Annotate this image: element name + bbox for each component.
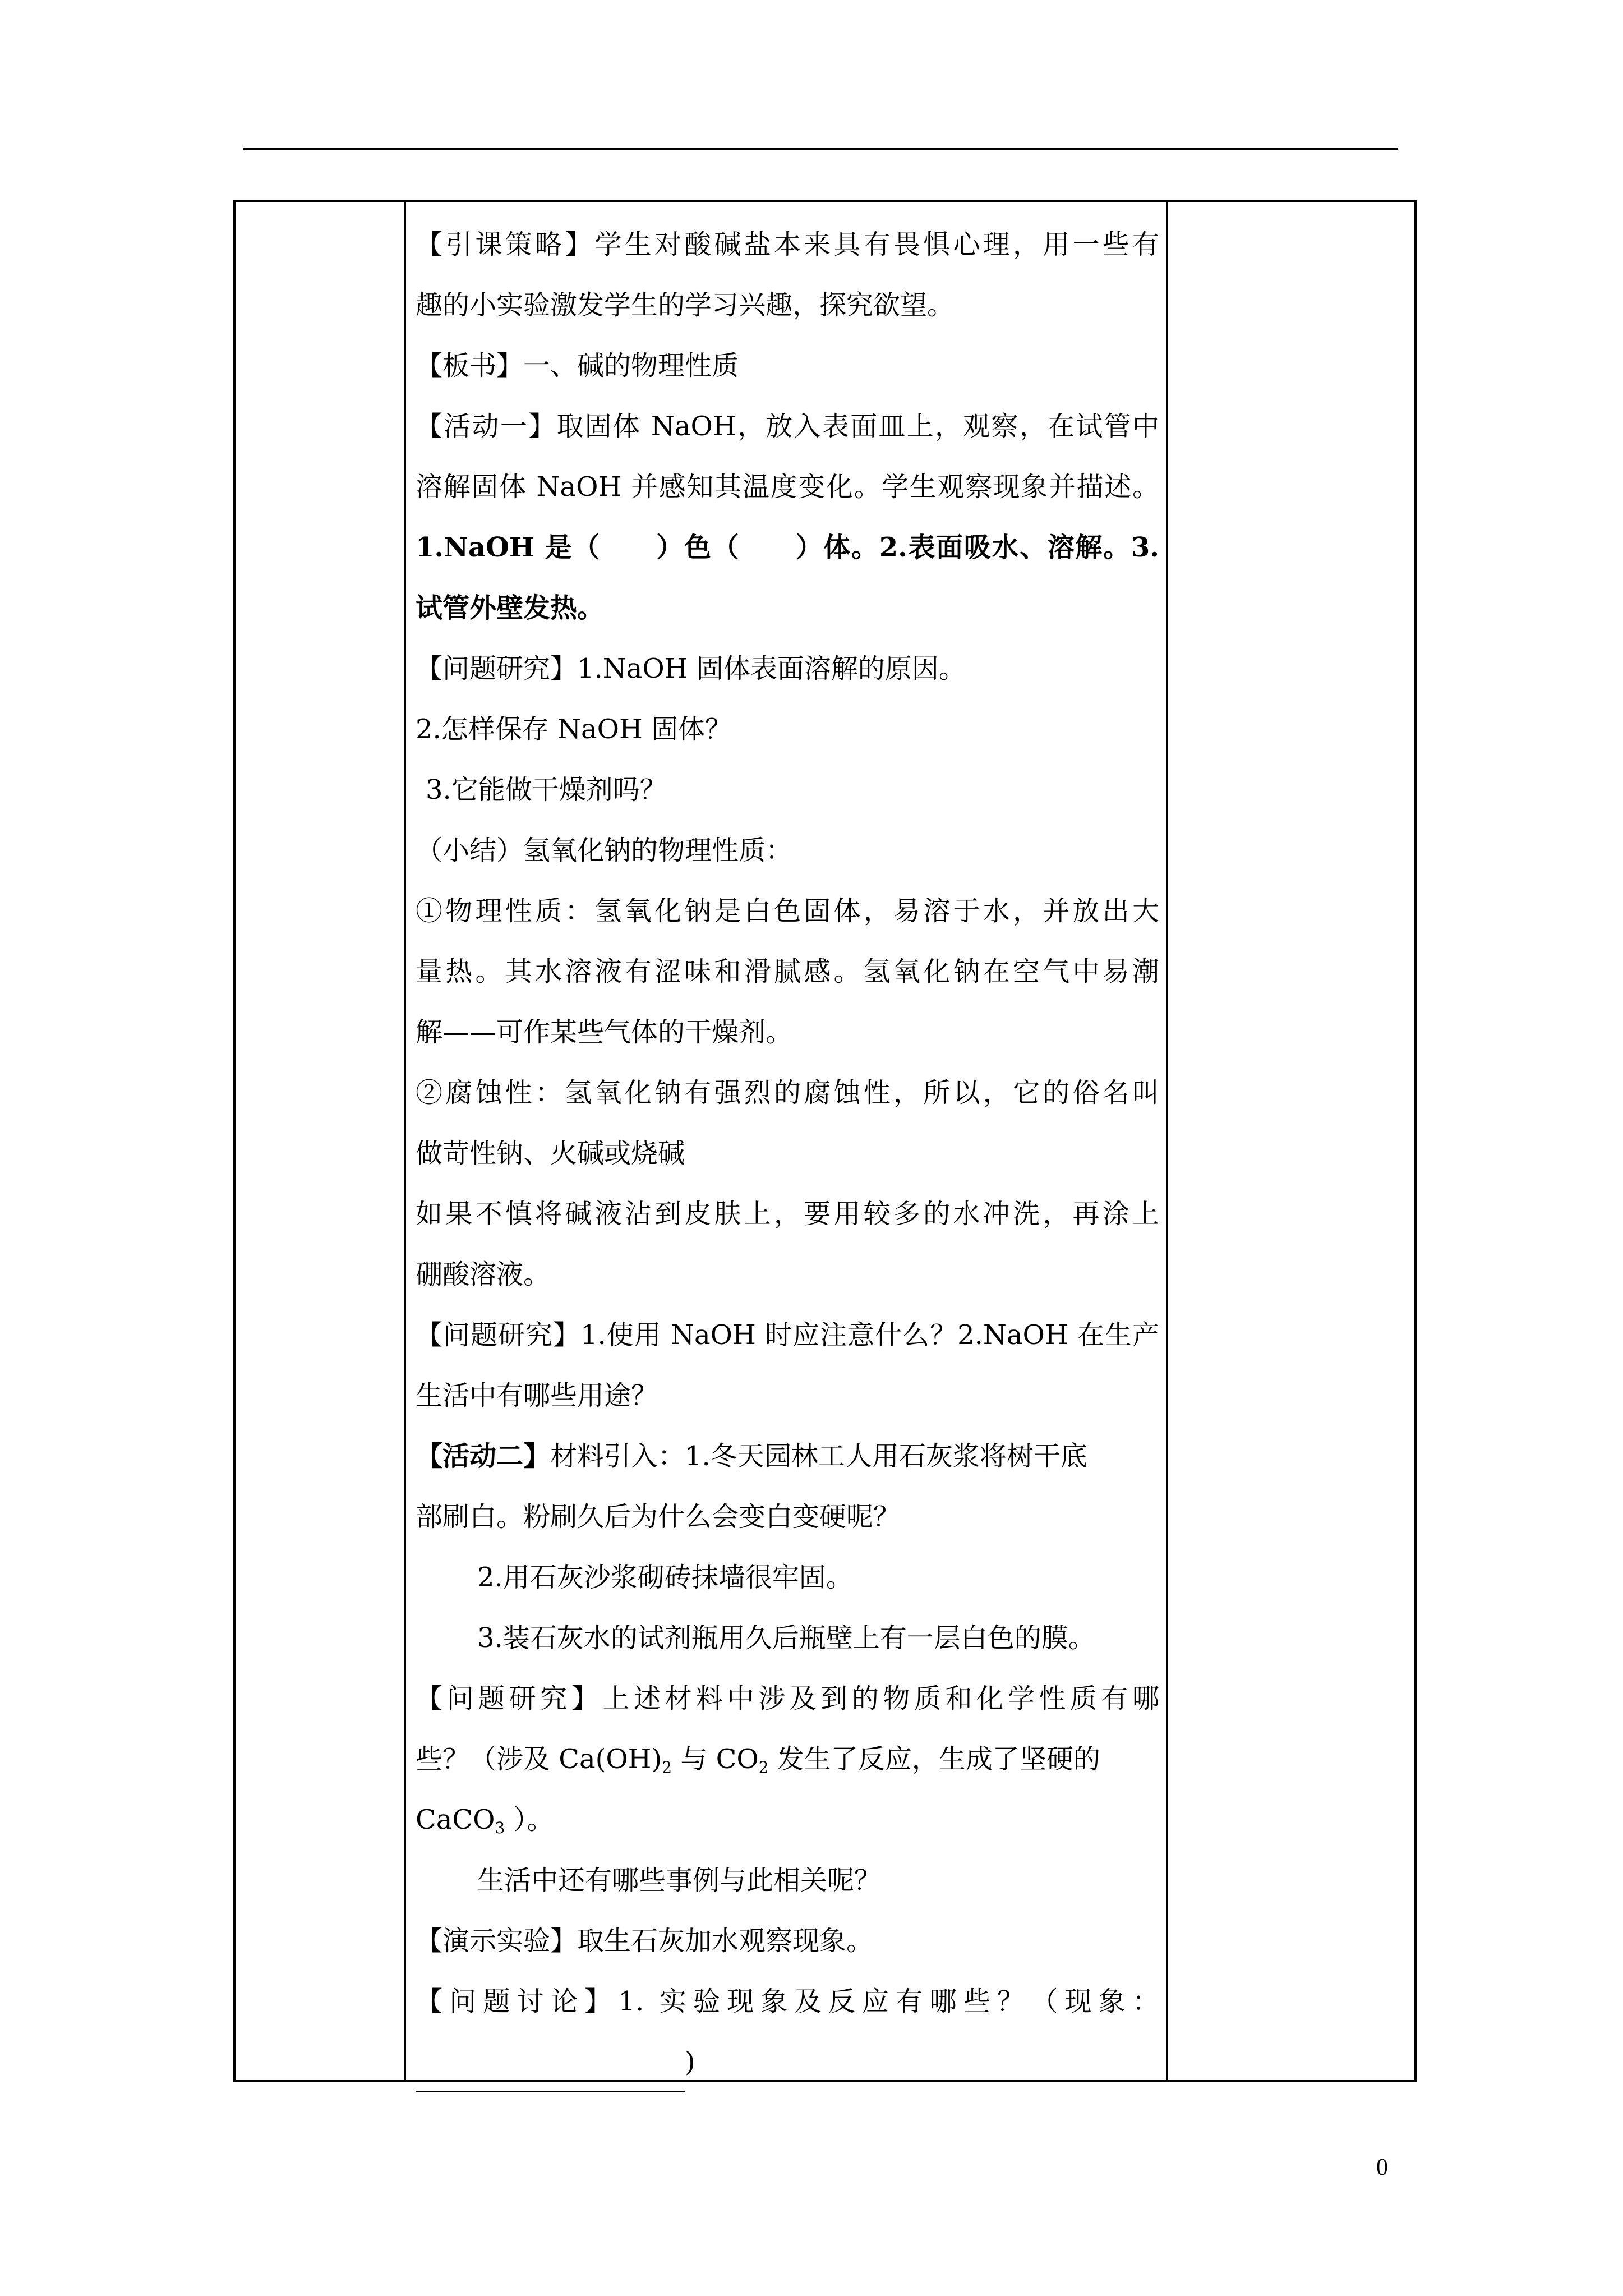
- text-line: [416, 1426, 1159, 1487]
- column-divider-left: [404, 202, 406, 2080]
- text-fragment: 发生了反应，生成了坚硬的: [768, 1743, 1100, 1775]
- text-line: ①物理性质：氢氧化钠是白色固体，易溶于水，并放出大: [416, 895, 1159, 927]
- text-line: 生活中还有哪些事例与此相关呢？: [477, 1865, 882, 1896]
- text-line: 【活动一】取固体 NaOH，放入表面皿上，观察，在试管中: [416, 411, 1159, 442]
- text-line: 量热。其水溶液有涩味和滑腻感。氢氧化钠在空气中易潮: [416, 956, 1159, 987]
- text-line: 【问题研究】1.NaOH 固体表面溶解的原因。: [416, 653, 966, 684]
- text-line: 【问题研究】上述材料中涉及到的物质和化学性质有哪: [416, 1683, 1159, 1714]
- text-line: 趣的小实验激发学生的学习兴趣，探究欲望。: [416, 289, 955, 321]
- lesson-table: [233, 200, 1417, 2082]
- text-fragment: ): [685, 2046, 695, 2078]
- page-number: 0: [1376, 2155, 1388, 2180]
- text-line: 试管外壁发热。: [416, 592, 605, 624]
- text-line: 1.NaOH 是（ ）色（ ）体。2.表面吸水、溶解。3.: [416, 532, 1159, 563]
- text-fragment: 与 CO: [672, 1743, 759, 1775]
- text-fragment: ）。: [505, 1804, 554, 1835]
- text-line: [416, 1729, 1159, 1789]
- header-rule: [243, 148, 1398, 150]
- text-line: 2.怎样保存 NaOH 固体？: [416, 714, 732, 745]
- text-line: 解——可作某些气体的干燥剂。: [416, 1016, 793, 1048]
- column-divider-right: [1166, 202, 1168, 2080]
- text-line: 【问题研究】1.使用 NaOH 时应注意什么？2.NaOH 在生产: [416, 1319, 1159, 1351]
- activity-two-text: 材料引入：1.冬天园林工人用石灰浆将树干底: [550, 1441, 1087, 1472]
- text-line: 【板书】一、碱的物理性质: [416, 350, 739, 381]
- text-line: 3.它能做干燥剂吗？: [426, 774, 667, 806]
- text-line: 【引课策略】学生对酸碱盐本来具有畏惧心理，用一些有: [416, 229, 1159, 260]
- subscript: 2: [662, 1758, 672, 1777]
- text-line: （小结）氢氧化钠的物理性质：: [416, 835, 793, 866]
- text-fragment: CaCO: [416, 1804, 495, 1835]
- text-line: 如果不慎将碱液沾到皮肤上，要用较多的水冲洗，再涂上: [416, 1198, 1159, 1230]
- text-line: 部刷白。粉刷久后为什么会变白变硬呢？: [416, 1501, 901, 1533]
- text-line: 【演示实验】取生石灰加水观察现象。: [416, 1925, 874, 1957]
- subscript: 3: [495, 1819, 505, 1837]
- text-fragment: 些？（涉及 Ca(OH): [416, 1743, 662, 1775]
- text-line: 【问题讨论】1. 实验现象及反应有哪些？（现象：: [416, 1986, 1159, 2017]
- answer-blank[interactable]: [416, 2063, 685, 2092]
- text-line: [416, 1789, 1159, 1850]
- text-line: 3.装石灰水的试剂瓶用久后瓶壁上有一层白色的膜。: [477, 1622, 1095, 1654]
- text-line: [416, 2032, 1159, 2092]
- text-line: 生活中有哪些用途？: [416, 1380, 658, 1411]
- lesson-content: [416, 214, 1159, 2092]
- text-line: 硼酸溶液。: [416, 1259, 551, 1290]
- activity-two-heading: 【活动二】: [416, 1441, 551, 1472]
- subscript: 2: [758, 1758, 769, 1777]
- text-line: 2.用石灰沙浆砌砖抹墙很牢固。: [477, 1562, 853, 1593]
- text-line: 溶解固体 NaOH 并感知其温度变化。学生观察现象并描述。: [416, 471, 1159, 503]
- text-line: ②腐蚀性：氢氧化钠有强烈的腐蚀性，所以，它的俗名叫: [416, 1077, 1159, 1108]
- text-line: 做苛性钠、火碱或烧碱: [416, 1138, 685, 1169]
